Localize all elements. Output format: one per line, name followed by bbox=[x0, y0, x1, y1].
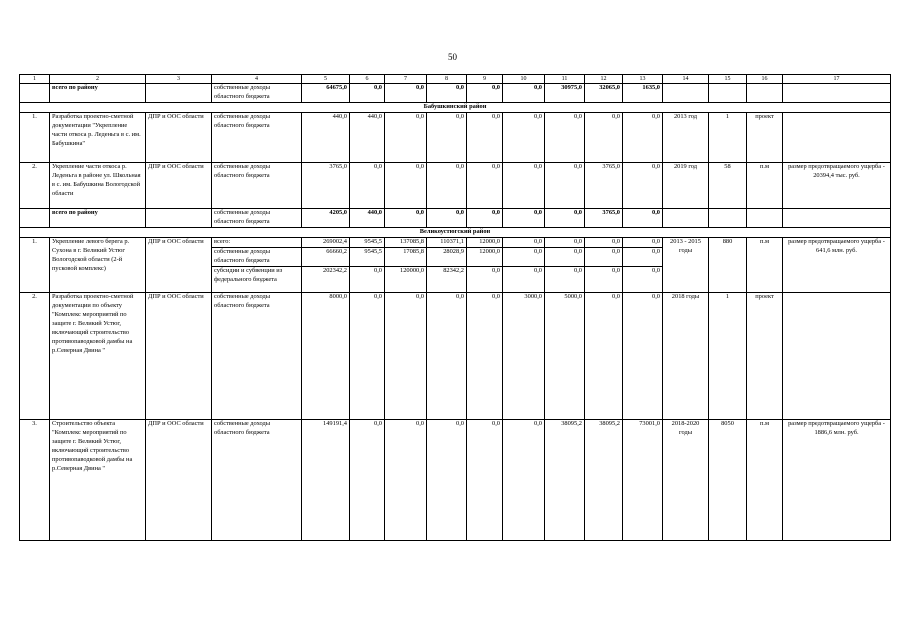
cell-value: 0,0 bbox=[427, 209, 467, 228]
cell-value: 0,0 bbox=[467, 113, 503, 163]
effect: размер предотвращаемого ущерба - 1886,6 млн. руб. bbox=[783, 420, 891, 541]
funding-source: собственные доходы областного бюджета bbox=[212, 248, 301, 267]
table-row bbox=[20, 293, 891, 420]
col-header: 10 bbox=[503, 75, 545, 84]
unit: п.м bbox=[747, 163, 783, 209]
cell-value: 0,0 bbox=[574, 267, 582, 275]
cell-value: 0,0 bbox=[623, 293, 663, 420]
col-header: 9 bbox=[467, 75, 503, 84]
period: 2013 год bbox=[663, 113, 709, 163]
row-name: всего по району bbox=[50, 209, 146, 228]
cell-value: 0,0 bbox=[503, 238, 544, 248]
table-row bbox=[20, 420, 891, 541]
col-header: 17 bbox=[783, 75, 891, 84]
cell-value: 30975,0 bbox=[545, 84, 585, 103]
cell-value: 120000,0 bbox=[400, 267, 424, 275]
funding-source: всего: bbox=[212, 238, 301, 248]
col-header: 8 bbox=[427, 75, 467, 84]
row-name: всего по району bbox=[50, 84, 146, 103]
cell-group bbox=[350, 238, 385, 293]
cell-value: 0,0 bbox=[350, 163, 385, 209]
cell-value: 0,0 bbox=[385, 209, 427, 228]
executor: ДПР и ООС области bbox=[146, 163, 212, 209]
cell-value: 0,0 bbox=[467, 420, 503, 541]
period: 2013 - 2015 годы bbox=[663, 238, 709, 293]
cell-value: 0,0 bbox=[503, 163, 545, 209]
cell-value: 0,0 bbox=[585, 113, 623, 163]
cell-value: 0,0 bbox=[427, 163, 467, 209]
cell-value: 440,0 bbox=[350, 209, 385, 228]
quantity: 8050 bbox=[709, 420, 747, 541]
cell-value: 0,0 bbox=[545, 113, 585, 163]
cell-group bbox=[385, 238, 427, 293]
cell-value: 0,0 bbox=[385, 84, 427, 103]
cell-value: 66660,2 bbox=[302, 248, 349, 267]
page-number: 50 bbox=[448, 52, 457, 62]
cell-value: 0,0 bbox=[467, 163, 503, 209]
effect: размер предотвращаемого ущерба - 20394,4 тыс. руб. bbox=[783, 163, 891, 209]
cell-value: 0,0 bbox=[427, 293, 467, 420]
cell-value: 38095,2 bbox=[545, 420, 585, 541]
project-name: Укрепление части откоса р. Леденьга в районе ул. Школьная в с. им. Бабушкина Вологодской области bbox=[50, 163, 146, 209]
cell-value: 0,0 bbox=[385, 293, 427, 420]
executor: ДПР и ООС области bbox=[146, 238, 212, 293]
col-header: 3 bbox=[146, 75, 212, 84]
period: 2019 год bbox=[663, 163, 709, 209]
cell-value: 0,0 bbox=[545, 209, 585, 228]
col-header: 16 bbox=[747, 75, 783, 84]
quantity: 1 bbox=[709, 293, 747, 420]
cell-value: 0,0 bbox=[534, 267, 542, 275]
table-row bbox=[20, 238, 891, 293]
cell-value: 0,0 bbox=[545, 163, 585, 209]
cell-value: 3000,0 bbox=[503, 293, 545, 420]
col-header: 4 bbox=[212, 75, 302, 84]
program-table bbox=[19, 74, 891, 541]
row-number: 2. bbox=[20, 163, 50, 209]
cell-value: 269002,4 bbox=[302, 238, 349, 248]
unit: п.м bbox=[747, 238, 783, 293]
effect bbox=[783, 293, 891, 420]
table-row bbox=[20, 163, 891, 209]
col-header: 12 bbox=[585, 75, 623, 84]
cell-value: 12000,0 bbox=[467, 238, 502, 248]
table-row bbox=[20, 209, 891, 228]
row-number: 2. bbox=[20, 293, 50, 420]
cell-value: 0,0 bbox=[585, 238, 622, 248]
row-number: 1. bbox=[20, 238, 50, 293]
cell-value: 0,0 bbox=[652, 267, 660, 275]
quantity: 880 bbox=[709, 238, 747, 293]
cell-value: 202342,2 bbox=[323, 267, 347, 275]
unit: п.м bbox=[747, 420, 783, 541]
quantity: 1 bbox=[709, 113, 747, 163]
cell-value: 0,0 bbox=[492, 267, 500, 275]
col-header: 14 bbox=[663, 75, 709, 84]
cell-value: 0,0 bbox=[585, 293, 623, 420]
period: 2018 годы bbox=[663, 293, 709, 420]
executor: ДПР и ООС области bbox=[146, 293, 212, 420]
cell-value: 0,0 bbox=[623, 209, 663, 228]
cell-value: 0,0 bbox=[503, 248, 544, 267]
cell-value: 0,0 bbox=[467, 84, 503, 103]
cell-value: 9545,5 bbox=[350, 238, 384, 248]
period: 2018-2020 годы bbox=[663, 420, 709, 541]
cell-value: 28028,9 bbox=[427, 248, 466, 267]
project-name: Укрепление левого берега р. Сухона в г. Великий Устюг Вологодской области (2-й пусковой комплекс) bbox=[50, 238, 146, 293]
col-header: 13 bbox=[623, 75, 663, 84]
cell-value: 38095,2 bbox=[585, 420, 623, 541]
cell-value: 0,0 bbox=[427, 84, 467, 103]
cell-group bbox=[427, 238, 467, 293]
cell-value: 0,0 bbox=[545, 248, 584, 267]
cell-value: 17085,8 bbox=[385, 248, 426, 267]
cell-group bbox=[302, 238, 350, 293]
cell-value: 8000,0 bbox=[302, 293, 350, 420]
funding-source: собственные доходы областного бюджета bbox=[212, 84, 302, 103]
cell-value: 0,0 bbox=[503, 420, 545, 541]
funding-source: собственные доходы областного бюджета bbox=[212, 293, 302, 420]
table-row bbox=[20, 113, 891, 163]
cell-value: 0,0 bbox=[385, 420, 427, 541]
cell-value: 5000,0 bbox=[545, 293, 585, 420]
col-header: 2 bbox=[50, 75, 146, 84]
project-name: Разработка проектно-сметной документации "Укрепление части откоса р. Леденьга в с. им. Бабушкина" bbox=[50, 113, 146, 163]
quantity: 58 bbox=[709, 163, 747, 209]
cell-value: 0,0 bbox=[374, 267, 382, 275]
funding-source: собственные доходы областного бюджета bbox=[212, 163, 302, 209]
cell-value: 0,0 bbox=[623, 113, 663, 163]
col-header: 15 bbox=[709, 75, 747, 84]
col-header: 6 bbox=[350, 75, 385, 84]
cell-value: 0,0 bbox=[427, 113, 467, 163]
cell-value: 4205,0 bbox=[302, 209, 350, 228]
funding-source: субсидии и субвенции из федерального бюджета bbox=[214, 267, 283, 284]
cell-value: 149191,4 bbox=[302, 420, 350, 541]
cell-value: 0,0 bbox=[385, 113, 427, 163]
table-row bbox=[20, 84, 891, 103]
cell-group bbox=[503, 238, 545, 293]
cell-value: 440,0 bbox=[350, 113, 385, 163]
cell-value: 0,0 bbox=[503, 84, 545, 103]
col-header: 1 bbox=[20, 75, 50, 84]
row-number: 3. bbox=[20, 420, 50, 541]
cell-group bbox=[623, 238, 663, 293]
funding-source: собственные доходы областного бюджета bbox=[212, 113, 302, 163]
cell-value: 12000,0 bbox=[467, 248, 502, 267]
executor: ДПР и ООС области bbox=[146, 113, 212, 163]
col-header: 11 bbox=[545, 75, 585, 84]
col-header: 7 bbox=[385, 75, 427, 84]
cell-value: 3765,0 bbox=[302, 163, 350, 209]
col-header: 5 bbox=[302, 75, 350, 84]
cell-group bbox=[467, 238, 503, 293]
section-title: Бабушкинский район bbox=[20, 103, 891, 113]
cell-value: 0,0 bbox=[623, 248, 662, 267]
cell-value: 137085,8 bbox=[385, 238, 426, 248]
project-name: Строительство объекта "Комплекс мероприятий по защите г. Великий Устюг, включающий строительство противопаводковой дамбы на р.Северная Двина " bbox=[50, 420, 146, 541]
cell-value: 0,0 bbox=[612, 267, 620, 275]
funding-source: собственные доходы областного бюджета bbox=[212, 209, 302, 228]
project-name: Разработка проектно-сметной документации по объекту "Комплекс мероприятий по защите г. Великий Устюг, включающий строительство противопаводковой дамбы на р.Северная Двина " bbox=[50, 293, 146, 420]
cell-value: 0,0 bbox=[545, 238, 584, 248]
cell-value: 0,0 bbox=[503, 209, 545, 228]
cell-value: 440,0 bbox=[302, 113, 350, 163]
cell-value: 0,0 bbox=[350, 420, 385, 541]
cell-value: 110371,1 bbox=[427, 238, 466, 248]
column-number-row bbox=[20, 75, 891, 84]
cell-value: 9545,5 bbox=[350, 248, 384, 267]
cell-value: 32065,0 bbox=[585, 84, 623, 103]
executor: ДПР и ООС области bbox=[146, 420, 212, 541]
cell-value: 1635,0 bbox=[623, 84, 663, 103]
section-header bbox=[20, 103, 891, 113]
cell-value: 0,0 bbox=[503, 113, 545, 163]
cell-value: 0,0 bbox=[623, 163, 663, 209]
funding-source: собственные доходы областного бюджета bbox=[212, 420, 302, 541]
funding-source-group bbox=[212, 238, 302, 293]
cell-value: 3765,0 bbox=[585, 209, 623, 228]
section-title: Великоустюгский район bbox=[20, 228, 891, 238]
cell-value: 0,0 bbox=[623, 238, 662, 248]
cell-value: 0,0 bbox=[585, 248, 622, 267]
cell-value: 0,0 bbox=[350, 84, 385, 103]
unit: проект bbox=[747, 113, 783, 163]
cell-value: 0,0 bbox=[385, 163, 427, 209]
cell-value: 3765,0 bbox=[585, 163, 623, 209]
cell-value: 64675,0 bbox=[302, 84, 350, 103]
cell-value: 82342,2 bbox=[443, 267, 464, 275]
cell-group bbox=[545, 238, 585, 293]
cell-value: 0,0 bbox=[350, 293, 385, 420]
effect bbox=[783, 113, 891, 163]
cell-value: 0,0 bbox=[467, 293, 503, 420]
unit: проект bbox=[747, 293, 783, 420]
effect: размер предотвращаемого ущерба - 641,6 млн. руб. bbox=[783, 238, 891, 293]
cell-value: 73001,0 bbox=[623, 420, 663, 541]
cell-value: 0,0 bbox=[467, 209, 503, 228]
cell-group bbox=[585, 238, 623, 293]
row-number: 1. bbox=[20, 113, 50, 163]
section-header bbox=[20, 228, 891, 238]
cell-value: 0,0 bbox=[427, 420, 467, 541]
